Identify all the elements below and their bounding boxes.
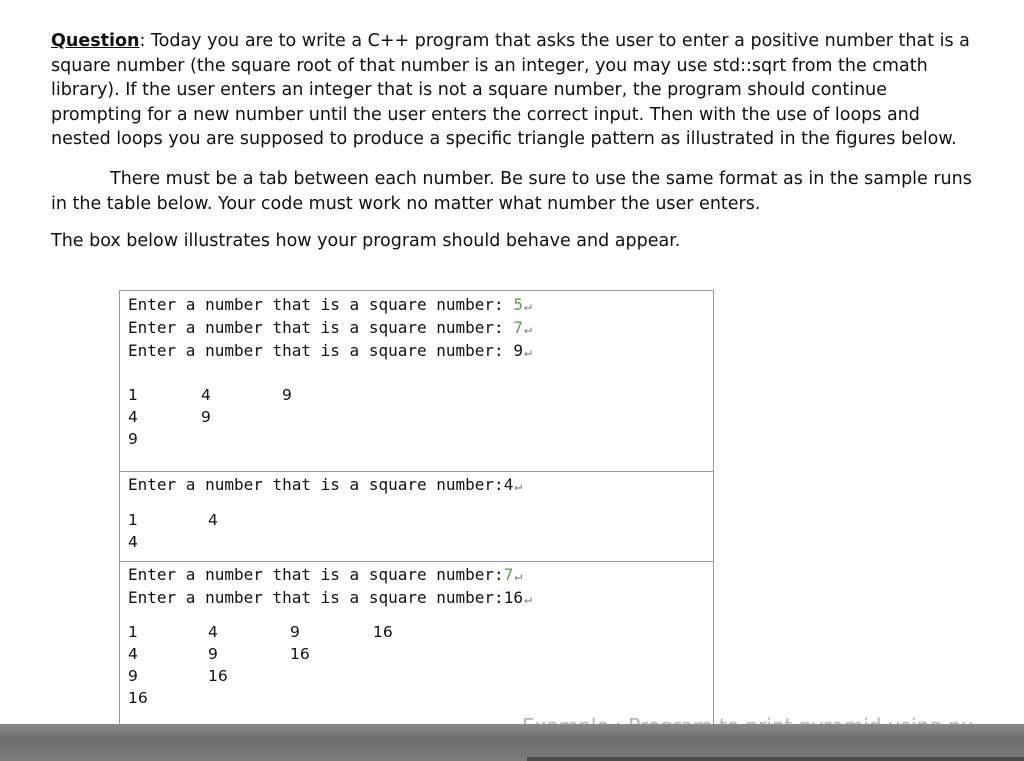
- pattern-cell: 4: [128, 645, 138, 663]
- page-bottom-bar: [0, 724, 1024, 761]
- user-input: 4: [503, 475, 514, 494]
- box-intro-paragraph: The box below illustrates how your program should behave and appear.: [51, 231, 681, 251]
- question-label: Question: [51, 31, 140, 51]
- return-icon: ↵: [523, 592, 532, 607]
- return-icon: ↵: [523, 345, 532, 360]
- sample-run-2: [120, 471, 713, 562]
- user-input: 5: [513, 295, 523, 314]
- page-bottom-shadow: [527, 757, 1024, 761]
- user-input: 16: [503, 588, 523, 607]
- sample-run-1: [120, 291, 713, 472]
- return-icon: ↵: [523, 299, 532, 314]
- prompt-line: Enter a number that is a square number: 5↵: [128, 295, 532, 314]
- tab-instruction-paragraph: [51, 167, 981, 216]
- prompt-line: Enter a number that is a square number:7↵: [128, 565, 523, 584]
- return-icon: ↵: [514, 569, 523, 584]
- pattern-cell: 4: [128, 533, 138, 551]
- question-paragraph: [51, 29, 981, 152]
- pattern-cell: 4: [208, 511, 218, 529]
- pattern-cell: 4: [128, 408, 138, 426]
- sample-run-3: [120, 561, 713, 731]
- user-input: 7: [503, 565, 514, 584]
- pattern-cell: 9: [282, 386, 292, 404]
- prompt-line: Enter a number that is a square number:4↵: [128, 475, 523, 494]
- pattern-cell: 16: [208, 667, 228, 685]
- prompt-line: Enter a number that is a square number:16↵: [128, 588, 532, 607]
- prompt-line: Enter a number that is a square number: 9↵: [128, 341, 532, 360]
- pattern-cell: 9: [290, 623, 300, 641]
- pattern-cell: 1: [128, 511, 138, 529]
- pattern-cell: 1: [128, 623, 138, 641]
- return-icon: ↵: [523, 322, 532, 337]
- pattern-cell: 1: [128, 386, 138, 404]
- prompt-line: Enter a number that is a square number: 7↵: [128, 318, 532, 337]
- pattern-cell: 9: [128, 667, 138, 685]
- sample-runs-table: [119, 290, 714, 726]
- user-input: 7: [513, 318, 523, 337]
- return-icon: ↵: [514, 479, 523, 494]
- pattern-cell: 4: [208, 623, 218, 641]
- tab-instruction-text: There must be a tab between each number. Be sure to use the same format as in the sample runs in the table below. Your code must work no matter what number the user enters.: [51, 169, 972, 214]
- pattern-cell: 9: [201, 408, 211, 426]
- pattern-cell: 16: [128, 689, 148, 707]
- pattern-cell: 16: [290, 645, 310, 663]
- pattern-cell: 9: [208, 645, 218, 663]
- user-input: 9: [513, 341, 523, 360]
- pattern-cell: 4: [201, 386, 211, 404]
- pattern-cell: 9: [128, 430, 138, 448]
- pattern-cell: 16: [373, 623, 393, 641]
- question-text: : Today you are to write a C++ program that asks the user to enter a positive number that is a square number (the square root of that number is an integer, you may use std::sqrt from the cmath library). If the user enters an integer that is not a square number, the program should continue prompting for a new number until the user enters the correct input. Then with the use of loops and nested loops you are supposed to produce a specific triangle pattern as illustrated in the figures below.: [51, 31, 970, 149]
